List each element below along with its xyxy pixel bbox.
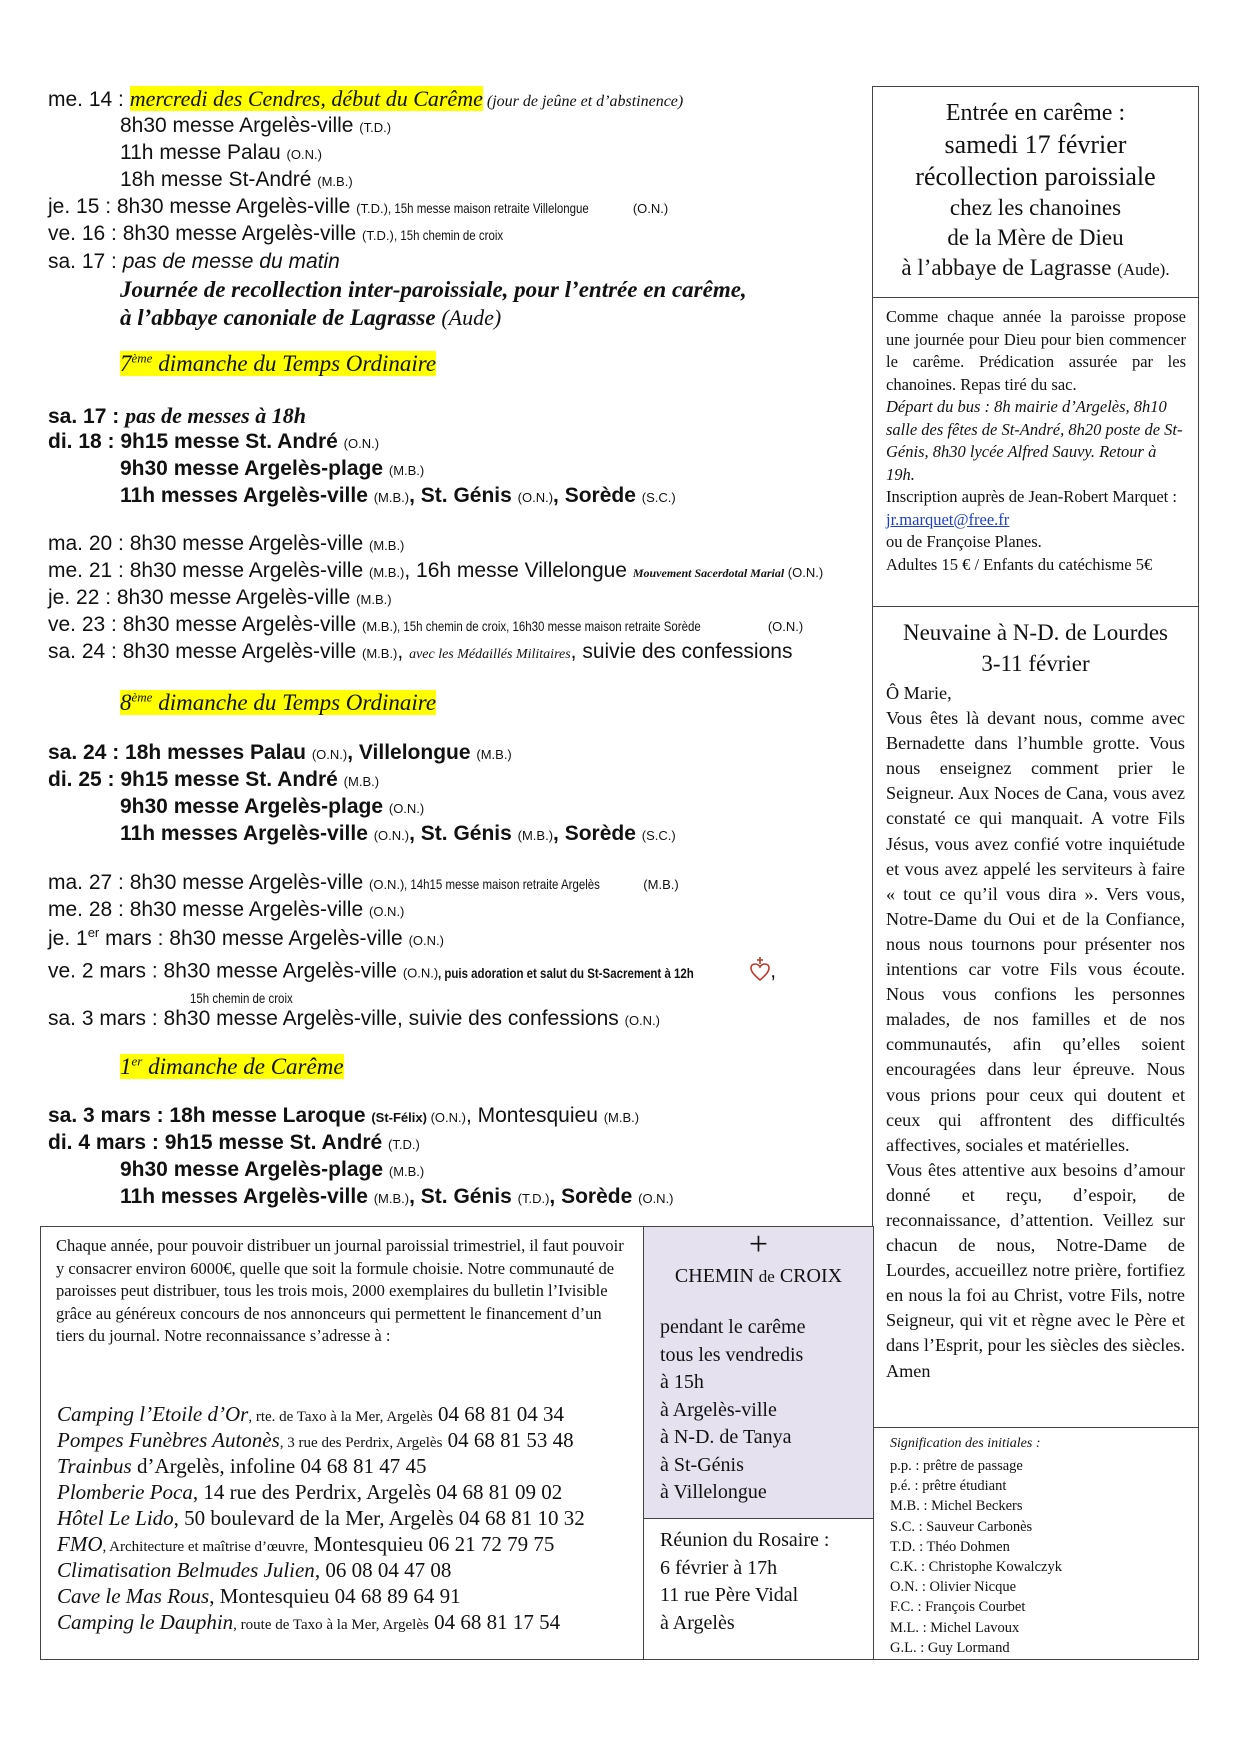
priest-initials: (O.N.) [369, 904, 405, 919]
priest-initials: (O.N.) [286, 147, 322, 162]
initials-item: T.D. : Théo Dohmen [890, 1538, 1010, 1555]
sponsor-phone: 04 68 81 04 34 [432, 1402, 564, 1426]
sponsor-item [57, 1532, 554, 1557]
priest-initials: (M.B.) [369, 538, 405, 553]
sunday-heading-highlight [120, 351, 436, 376]
sponsor-name: Camping le Dauphin [57, 1610, 234, 1634]
retreat-title-line [873, 253, 1198, 285]
sponsor-address: , route de Taxo à la Mer, Argelès [233, 1617, 429, 1633]
retreat-title-line: récollection paroissiale [915, 162, 1156, 191]
chemin-line: tous les vendredis [660, 1343, 804, 1366]
schedule-line [48, 250, 340, 274]
retreat-details [873, 298, 1198, 576]
sponsor-item [57, 1454, 426, 1479]
parish-name: (St-Félix) [371, 1110, 427, 1125]
chemin-line: à Villelongue [660, 1481, 767, 1503]
retreat-title [873, 87, 1198, 285]
schedule-line [48, 586, 392, 610]
mass-text: di. 18 : 9h15 messe St. André [48, 430, 344, 453]
schedule-line [120, 457, 424, 481]
mass-text: , [397, 640, 410, 663]
priest-initials: (M.B.) [373, 1191, 410, 1206]
mass-text: di. 25 : 9h15 messe St. André [48, 768, 344, 791]
mass-text: , Sorède [553, 822, 642, 845]
schedule-line [48, 741, 512, 765]
mass-text: ve. 16 : 8h30 messe Argelès-ville [48, 222, 362, 245]
cross-icon: + [748, 1226, 769, 1263]
schedule-line [48, 1131, 420, 1155]
mass-text: , St. Génis [409, 1185, 518, 1208]
mass-text: 9h30 messe Argelès-plage [120, 457, 389, 480]
novena-dates: 3-11 février [981, 651, 1090, 676]
sponsor-address: , 50 boulevard de la Mer, Argelès 04 68 81 10 32 [173, 1506, 585, 1530]
day-label: me. 14 : [48, 88, 130, 111]
schedule-line [48, 871, 679, 895]
schedule-line [120, 484, 676, 508]
mass-text: 18h messe St-André [120, 168, 318, 191]
sponsor-address: , Architecture et maîtrise d’œuvre, [102, 1539, 309, 1555]
registration-alt: ou de Françoise Planes. [886, 532, 1042, 551]
priest-initials: (O.N.) [426, 1110, 466, 1125]
mass-text: , Sorède [549, 1185, 639, 1208]
region: (Aude). [1117, 260, 1170, 279]
ash-wednesday-highlight: mercredi des Cendres, début du Carême [129, 86, 483, 111]
initials-item: F.C. : François Courbet [890, 1599, 1026, 1616]
mass-text: je. 1 [48, 927, 88, 950]
ordinal: 1 [120, 1053, 132, 1079]
priest-initials: (T.D.) [517, 1191, 550, 1206]
rosary-line: 6 février à 17h [660, 1556, 778, 1579]
prayer-greeting: Ô Marie, [886, 683, 952, 703]
sunday-heading-highlight [120, 690, 436, 715]
chemin-title [644, 1265, 873, 1288]
retreat-description: Comme chaque année la paroisse propose une journée pour Dieu pour bien commencer le carême. Prédication assurée par les chanoines. Repas tiré du sac. [886, 307, 1186, 394]
sponsor-name: Plomberie Poca [57, 1480, 193, 1504]
initials-title: Signification des initiales : [890, 1436, 1041, 1451]
initials-item: G.L. : Guy Lormand [890, 1639, 1010, 1656]
sponsor-name: Trainbus [57, 1454, 132, 1478]
mass-note: , puis adoration et salut du St-Sacrement à 12h [438, 964, 695, 981]
priest-initials: (T.D.) [359, 120, 392, 135]
mass-text: 11h messes Argelès-ville [120, 1185, 374, 1208]
ordinal: 8 [120, 689, 132, 715]
chemin-title-part: CROIX [774, 1265, 843, 1287]
priest-initials: (O.N.) [638, 1191, 674, 1206]
priest-initials: (M.B.) [388, 1164, 425, 1179]
rosary-details [660, 1527, 829, 1637]
mass-text: mars : 8h30 messe Argelès-ville [99, 927, 409, 950]
retreat-title-line: Entrée en carême : [945, 100, 1126, 126]
mass-note: , 15h chemin de croix, 16h30 messe maison retraite Sorède [397, 618, 702, 634]
priest-initials: (T.D.) [356, 201, 388, 216]
sponsor-item [57, 1558, 451, 1583]
mass-text: , St. Génis [409, 484, 518, 507]
initials-item: S.C. : Sauveur Carbonès [890, 1518, 1033, 1535]
priest-initials: (O.N.) [784, 565, 824, 580]
schedule-line [48, 898, 404, 922]
prices: Adultes 15 € / Enfants du catéchisme 5€ [886, 554, 1153, 574]
schedule-line [48, 532, 404, 556]
mass-text: me. 28 : 8h30 messe Argelès-ville [48, 898, 369, 921]
mass-text: 9h30 messe Argelès-plage [120, 795, 389, 818]
schedule-line [120, 114, 391, 138]
sponsor-name: Cave le Mas Rous [57, 1584, 210, 1608]
priest-initials: (M.B.) [476, 747, 512, 762]
priest-initials: (T.D.) [388, 1137, 420, 1152]
priest-initials: (M.B.) [362, 619, 398, 634]
sponsor-address: , 3 rue des Perdrix, Argelès [279, 1435, 443, 1451]
sponsor-address: , 14 rue des Perdrix, Argelès 04 68 81 09 02 [192, 1480, 563, 1504]
retreat-title-line: chez les chanoines [949, 195, 1122, 220]
schedule-line [120, 1158, 424, 1182]
initials-item: p.p. : prêtre de passage [890, 1458, 1023, 1474]
priest-initials: (O.N.) [408, 933, 444, 948]
priest-initials: (M.B.) [343, 774, 380, 789]
schedule-line [48, 956, 776, 988]
priest-initials: (O.N.) [402, 965, 439, 981]
priest-initials: (O.N.) [388, 801, 425, 816]
sponsor-name: Hôtel Le Lido [57, 1506, 174, 1530]
novena-title [873, 607, 1198, 679]
sponsor-name: Climatisation Belmudes Julien [57, 1558, 315, 1582]
priest-initials: (O.N.) [767, 619, 804, 634]
sacred-heart-icon [750, 956, 770, 988]
initials-item: O.N. : Olivier Nicque [890, 1579, 1017, 1596]
mass-note: , 14h15 messe maison retraite Argelès [404, 876, 601, 892]
rosary-title: Réunion du Rosaire : [660, 1529, 830, 1551]
chemin-line: à 15h [660, 1371, 704, 1393]
priest-initials: (O.N.) [369, 877, 405, 892]
schedule-line [48, 403, 306, 429]
retreat-date: samedi 17 février [944, 130, 1127, 159]
initials-item: p.é. : prêtre étudiant [890, 1478, 1007, 1495]
mass-text: ma. 20 : 8h30 messe Argelès-ville [48, 532, 369, 555]
sponsor-phone: Montesquieu 06 21 72 79 75 [308, 1532, 555, 1556]
mass-text: di. 4 mars : 9h15 messe St. André [48, 1131, 389, 1154]
schedule-line [48, 559, 823, 583]
mass-text: ma. 27 : 8h30 messe Argelès-ville [48, 871, 369, 894]
sponsor-item [57, 1506, 585, 1531]
sponsor-address: , Montesquieu 04 68 89 64 91 [209, 1584, 461, 1608]
schedule-line [48, 430, 379, 454]
prayer-text: Vous êtes là devant nous, comme avec Bernadette dans l’humble grotte. Vous nous enseignez comment prier le Seigneur. Aux Noces de Cana, vous avez constaté ce qui manquait. A votre Fils Jésus, vous avez confié votre inquiétude et vous avez appelé les serviteurs à faire « tout ce qu’il vous dira ». Vers vous, Notre-Dame du Oui et de la Confiance, nous nous tournons pour présenter nos intentions car votre Fils vous écoute. Nous vous confions les personnes malades, de nos familles et de nos communautés, afin qu’elles soient encouragées dans leur épreuve. Nous vous prions pour ceux qui doutent et ceux qui affrontent des difficultés affectives, sociales et matérielles. [886, 708, 1185, 1155]
ordinal-suffix: er [87, 925, 100, 940]
sponsor-name: Pompes Funèbres Autonès [57, 1428, 280, 1452]
priest-initials: (O.N.) [343, 436, 380, 451]
schedule-line [120, 168, 353, 192]
ordinal-suffix: er [131, 1053, 143, 1068]
priest-initials: (T.D.) [362, 228, 394, 243]
schedule-line [48, 640, 792, 664]
priest-initials: (O.N.) [517, 490, 554, 505]
ordinal: 7 [120, 350, 132, 376]
schedule-line [48, 195, 668, 219]
rosary-line: 11 rue Père Vidal [660, 1584, 799, 1606]
mass-text: ve. 23 : 8h30 messe Argelès-ville [48, 613, 362, 636]
region: (Aude) [441, 305, 502, 330]
novena-box [872, 606, 1199, 1429]
schedule-line [48, 768, 379, 792]
retreat-day-line: Journée de recollection inter-paroissiale, pour l’entrée en carême, [120, 277, 747, 302]
mass-text: je. 22 : 8h30 messe Argelès-ville [48, 586, 357, 609]
sunday-title: dimanche du Temps Ordinaire [152, 689, 437, 715]
priest-initials: (S.C.) [641, 490, 676, 505]
sponsor-address: d’Argelès, infoline 04 68 81 47 45 [131, 1454, 427, 1478]
sponsor-item [57, 1610, 560, 1635]
mass-text: sa. 3 mars : 18h messe Laroque [48, 1104, 372, 1127]
mass-text: 8h30 messe Argelès-ville [120, 114, 360, 137]
mass-note: pas de messe du matin [122, 250, 340, 273]
sponsor-address: , 06 08 04 47 08 [314, 1558, 452, 1582]
mass-note: , 15h chemin de croix [393, 227, 503, 243]
schedule-line [48, 1007, 660, 1031]
day-label: sa. 17 : [48, 250, 123, 273]
mass-note: , 15h messe maison retraite Villelongue [387, 200, 589, 216]
priest-initials: (M.B.) [362, 646, 398, 661]
mass-text: 9h30 messe Argelès-plage [120, 1158, 389, 1181]
priest-initials: (O.N.) [632, 201, 669, 216]
schedule-line [190, 985, 315, 1009]
sponsor-item [57, 1480, 562, 1505]
retreat-box [872, 86, 1199, 608]
schedule-line [48, 86, 683, 112]
mass-text: sa. 3 mars : 8h30 messe Argelès-ville, suivie des confessions [48, 1007, 625, 1030]
novena-prayer [873, 679, 1198, 1384]
prayer-text: Vous êtes attentive aux besoins d’amour donné et reçu, d’espoir, de reconnaissance, d’attention. Veillez sur chacun de nous, Notre-Dame de Lourdes, accueillez notre prière, fortifiez en nous la foi au Christ, votre Fils, notre Seigneur, qui vit et règne avec le Père et dans l’Esprit, pour les siècles des siècles. Amen [886, 1159, 1186, 1381]
mass-text: , Sorède [553, 484, 642, 507]
sunday-title: dimanche de Carême [142, 1053, 344, 1079]
retreat-title-line: de la Mère de Dieu [947, 225, 1124, 250]
mass-text: , Villelongue [347, 741, 477, 764]
schedule-line [120, 822, 676, 846]
mass-text: ve. 2 mars : 8h30 messe Argelès-ville [48, 959, 403, 983]
sunday-heading [120, 350, 436, 377]
initials-list [890, 1456, 1062, 1658]
initials-box [872, 1427, 1199, 1660]
chemin-de-croix-box [643, 1226, 874, 1520]
mass-text: , Montesquieu [465, 1104, 604, 1127]
schedule-line [48, 925, 444, 951]
mass-text: , St. Génis [409, 822, 518, 845]
schedule-line [48, 613, 803, 637]
mass-text: , suivie des confessions [570, 640, 793, 663]
bus-schedule: Départ du bus : 8h mairie d’Argelès, 8h10 salle des fêtes de St-André, 8h20 poste de St-Génis, 8h30 lycée Alfred Sauvy. Retour à 19h. [886, 397, 1183, 484]
fasting-note: (jour de jeûne et d’abstinence) [482, 93, 684, 110]
priest-initials: (O.N.) [373, 828, 410, 843]
mass-text: je. 15 : 8h30 messe Argelès-ville [48, 195, 357, 218]
mass-text: sa. 24 : 18h messes Palau [48, 741, 312, 764]
priest-initials: (O.N.) [311, 747, 348, 762]
sponsor-item [57, 1402, 564, 1427]
priest-initials: (M.B.) [356, 592, 392, 607]
initials-item: M.B. : Michel Beckers [890, 1498, 1023, 1515]
email-link[interactable]: jr.marquet@free.fr [886, 509, 1010, 529]
journal-intro: Chaque année, pour pouvoir distribuer un journal paroissial trimestriel, il faut pouvoir y consacrer environ 6000€, quelle que soit la formule choisie. Notre communauté de paroisses peut distribuer, tous les trois mois, 2000 exemplaires du bulletin l’Ivisible grâce au généreux concours de nos annonceurs qui permettent le financement d’un tiers du journal. Notre reconnaissance s’adresse à : [56, 1236, 624, 1345]
rosary-line: à Argelès [660, 1611, 735, 1634]
ordinal-suffix: ème [131, 689, 153, 704]
mass-text: me. 21 : 8h30 messe Argelès-ville [48, 559, 369, 582]
mass-text: 11h messe Palau [120, 141, 287, 164]
sponsor-item [57, 1428, 574, 1453]
chemin-line: à N-D. de Tanya [660, 1426, 792, 1448]
initials-item: M.L. : Michel Lavoux [890, 1619, 1020, 1636]
movement-name: Mouvement Sacerdotal Marial [632, 566, 785, 580]
sunday-heading [120, 1053, 344, 1080]
priest-initials: (M.B.) [369, 565, 405, 580]
chemin-line: pendant le carême [660, 1316, 806, 1338]
mass-text: 11h messes Argelès-ville [120, 822, 374, 845]
novena-title-line: Neuvaine à N-D. de Lourdes [902, 620, 1169, 645]
retreat-place: à l’abbaye de Lagrasse [901, 255, 1118, 280]
chemin-title-part: CHEMIN [674, 1265, 759, 1287]
mass-text: , 16h messe Villelongue [404, 559, 633, 582]
sponsor-name: Camping l’Etoile d’Or [57, 1402, 249, 1426]
sponsor-phone: 04 68 81 53 48 [442, 1428, 574, 1452]
mass-text: 11h messes Argelès-ville [120, 484, 374, 507]
sponsor-phone: 04 68 81 17 54 [428, 1610, 561, 1634]
mass-note: 15h chemin de croix [190, 990, 293, 1006]
schedule-line [120, 141, 322, 165]
priest-initials: (M.B.) [603, 1110, 640, 1125]
priest-initials: (M.B.) [517, 828, 554, 843]
sponsor-name: FMO [57, 1532, 103, 1556]
chemin-title-part: de [758, 1267, 775, 1286]
priest-initials: (M.B.) [317, 174, 353, 189]
sponsor-address: , rte. de Taxo à la Mer, Argelès [248, 1409, 433, 1425]
sponsor-item [57, 1584, 461, 1609]
registration-text: Inscription auprès de Jean-Robert Marquet : [886, 487, 1177, 506]
schedule-line [120, 1185, 674, 1209]
rosary-box [643, 1518, 874, 1660]
chemin-line: à St-Génis [660, 1453, 744, 1476]
retreat-place: à l’abbaye canoniale de Lagrasse [120, 305, 442, 330]
schedule-line [48, 1104, 639, 1128]
sunday-heading [120, 689, 436, 716]
mass-text: , [770, 959, 777, 983]
initials-item: C.K. : Christophe Kowalczyk [890, 1559, 1062, 1576]
mass-text: sa. 24 : 8h30 messe Argelès-ville [48, 640, 362, 663]
schedule-line [120, 795, 424, 819]
day-label: sa. 17 : [48, 405, 126, 428]
chemin-details [660, 1314, 805, 1507]
schedule-line [120, 305, 501, 331]
sunday-heading-highlight [120, 1054, 344, 1079]
priest-initials: (M.B.) [643, 877, 679, 892]
priest-initials: (M.B.) [388, 463, 425, 478]
guest-note: avec les Médaillés Militaires [409, 647, 571, 662]
chemin-line: à Argelès-ville [660, 1398, 777, 1421]
mass-note: pas de messes à 18h [125, 403, 306, 428]
priest-initials: (S.C.) [641, 828, 676, 843]
ordinal-suffix: ème [131, 350, 153, 365]
priest-initials: (M.B.) [373, 490, 410, 505]
registration [886, 486, 1186, 531]
schedule-line [48, 222, 527, 246]
sunday-title: dimanche du Temps Ordinaire [152, 350, 437, 376]
priest-initials: (O.N.) [624, 1013, 660, 1028]
